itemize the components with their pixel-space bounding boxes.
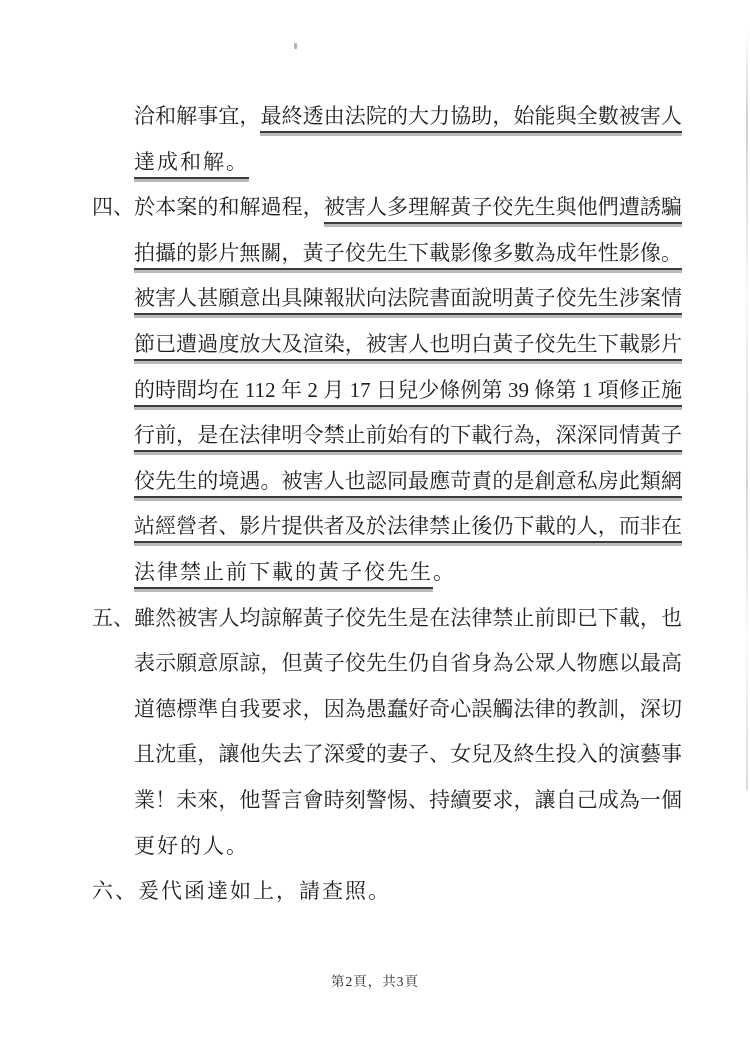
- text-line: [92, 322, 682, 368]
- underlined-text: 被害人多理解黃子佼先生與他們遭誘騙: [324, 195, 682, 224]
- underlined-text: 被害人甚願意出具陳報狀向法院書面說明黃子佼先生涉案情: [134, 286, 682, 315]
- text-segment: 且沈重，讓他失去了深愛的妻子、女兒及終生投入的演藝事: [134, 742, 682, 767]
- underlined-text: 的時間均在 112 年 2 月 17 日兒少條例第 39 條第 1 項修正施: [134, 378, 682, 407]
- list-item-marker: 四、: [92, 195, 135, 220]
- text-segment: 。: [433, 559, 456, 584]
- text-line: [92, 276, 682, 322]
- text-segment: 更好的人。: [134, 833, 249, 858]
- text-line: [92, 504, 682, 550]
- underlined-text: 行前，是在法律明令禁止前始有的下載行為，深深同情黃子: [134, 423, 682, 452]
- document-lines: [92, 94, 682, 915]
- text-line: [92, 185, 682, 231]
- text-segment: 於本案的和解過程，: [134, 195, 324, 220]
- text-line: [92, 824, 682, 870]
- text-line: [92, 732, 682, 778]
- text-line: [92, 368, 682, 414]
- list-item-marker: 五、: [92, 605, 135, 630]
- text-line: [92, 869, 682, 915]
- text-line: [92, 687, 682, 733]
- text-line: [92, 140, 682, 186]
- underlined-text: 法律禁止前下載的黃子佼先生: [134, 560, 433, 589]
- text-line: [92, 596, 682, 642]
- text-line: [92, 94, 682, 140]
- text-segment: 爰代函達如上，請查照。: [138, 879, 391, 904]
- text-segment: 業！未來，他誓言會時刻警惕、持續要求，讓自己成為一個: [134, 787, 682, 812]
- text-segment: 雖然被害人均諒解黃子佼先生是在法律禁止前即已下載，也: [134, 605, 683, 630]
- page-number-footer: 第2頁，共3頁: [331, 974, 419, 989]
- text-line: [92, 231, 682, 277]
- text-segment: 表示願意原諒，但黃子佼先生仍自省身為公眾人物應以最高: [134, 651, 682, 676]
- text-segment: 道德標準自我要求，因為愚蠢好奇心誤觸法律的教訓，深切: [134, 696, 682, 721]
- underlined-text: 達成和解。: [134, 150, 249, 179]
- underlined-text: 拍攝的影片無關，黃子佼先生下載影像多數為成年性影像。: [134, 241, 682, 270]
- list-item-marker: 六、: [92, 879, 138, 904]
- underlined-text: 佼先生的境遇。被害人也認同最應苛責的是創意私房此類網: [134, 469, 682, 498]
- scan-speck: [294, 43, 297, 49]
- text-line: [92, 550, 682, 596]
- underlined-text: 節已遭過度放大及渲染，被害人也明白黃子佼先生下載影片: [134, 332, 682, 361]
- underlined-text: 站經營者、影片提供者及於法律禁止後仍下載的人，而非在: [134, 514, 682, 543]
- text-line: [92, 413, 682, 459]
- underlined-text: 最終透由法院的大力協助，始能與全數被害人: [260, 104, 682, 133]
- text-segment: 洽和解事宜，: [134, 104, 261, 128]
- scan-edge-artifact: [746, 30, 748, 790]
- text-line: [92, 641, 682, 687]
- text-line: [92, 459, 682, 505]
- text-line: [92, 778, 682, 824]
